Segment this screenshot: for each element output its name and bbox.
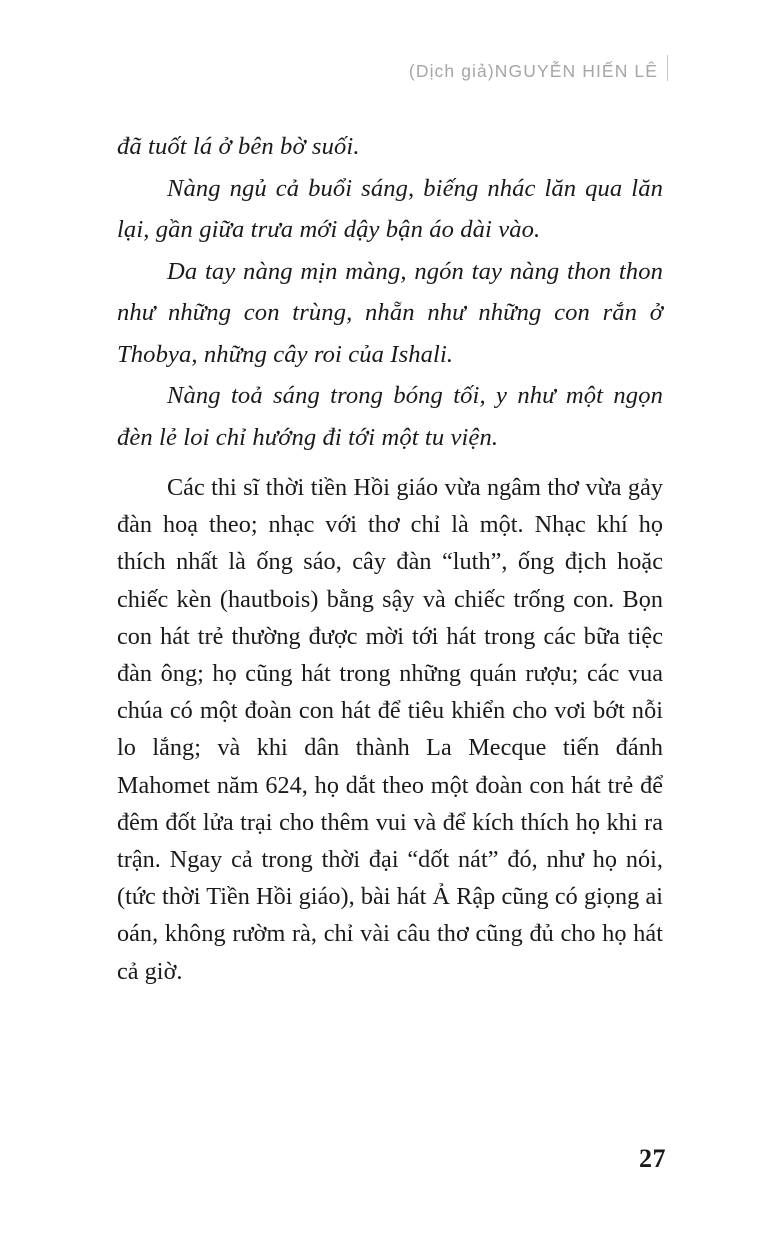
body-text-block — [117, 126, 663, 990]
page-number: 27 — [639, 1144, 666, 1173]
running-head — [409, 51, 668, 81]
paragraph-body-cac-thi-si: Các thi sĩ thời tiền Hồi giáo vừa ngâm thơ vừa gảy đàn hoạ theo; nhạc với thơ chỉ là một. Nhạc khí họ thích nhất là ống sáo, cây đàn “luth”, ống địch hoặc chiếc kèn (hautbois) bằng sậy và chiếc trống con. Bọn con hát trẻ thường được mời tới hát trong các bữa tiệc đàn ông; họ cũng hát trong những quán rượu; các vua chúa có một đoàn con hát để tiêu khiển cho vơi bớt nỗi lo lắng; và khi dân thành La Mecque tiến đánh Mahomet năm 624, họ dắt theo một đoàn con hát trẻ để đêm đốt lửa trại cho thêm vui và để kích thích họ khi ra trận. Ngay cả trong thời đại “dốt nát” đó, như họ nói, (tức thời Tiền Hồi giáo), bài hát Ả Rập cũng có giọng ai oán, không rườm rà, chỉ vài câu thơ cũng đủ cho họ hát cả giờ. — [117, 474, 663, 985]
paragraph-italic-da-tay: Da tay nàng mịn màng, ngón tay nàng thon thon như những con trùng, nhẵn như những con rắn ở Thobya, những cây roi của Ishali. — [117, 257, 663, 368]
paragraph-spacer — [117, 458, 663, 469]
running-head-divider-rule — [667, 55, 668, 81]
paragraph-italic-continuation: đã tuốt lá ở bên bờ suối. — [117, 133, 360, 160]
paragraph-italic-nang-ngu: Nàng ngủ cả buổi sáng, biếng nhác lăn qua lăn lại, gần giữa trưa mới dậy bận áo dài vào. — [117, 174, 663, 243]
paragraph-italic-nang-toa-sang: Nàng toả sáng trong bóng tối, y như một ngọn đèn lẻ loi chỉ hướng đi tới một tu viện. — [117, 382, 663, 451]
running-head-text: (Dịch giả)NGUYỄN HIẾN LÊ — [408, 61, 658, 81]
